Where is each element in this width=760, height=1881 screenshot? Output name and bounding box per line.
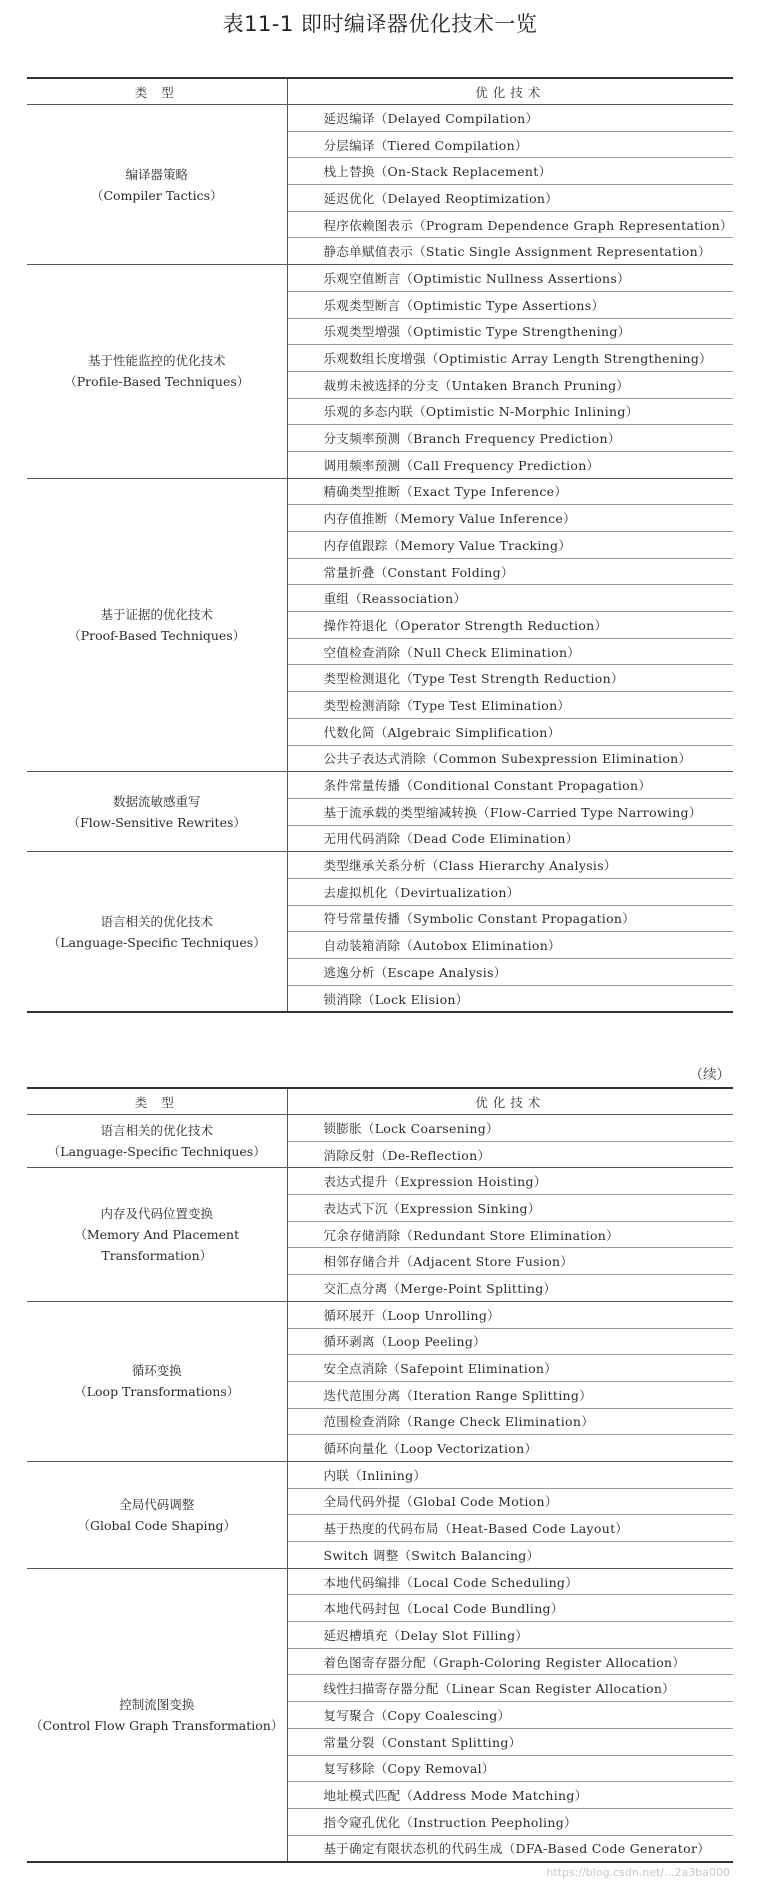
category-name-en: （Memory And Placement Transformation） [74, 1227, 240, 1264]
category-name-en: （Loop Transformations） [74, 1384, 240, 1400]
technique-cell: 乐观空值断言（Optimistic Nullness Assertions） [287, 265, 733, 292]
table-row [27, 1461, 733, 1488]
category-name-cn: 循环变换 [131, 1363, 182, 1379]
technique-cell: Switch 调整（Switch Balancing） [287, 1542, 733, 1569]
category-name-en: （Control Flow Graph Transformation） [30, 1717, 284, 1733]
technique-cell: 乐观类型增强（Optimistic Type Strengthening） [287, 318, 733, 345]
technique-cell: 着色图寄存器分配（Graph-Coloring Register Allocation） [287, 1648, 733, 1675]
category-name-cn: 基于证据的优化技术 [100, 606, 213, 622]
technique-cell: 静态单赋值表示（Static Single Assignment Representation） [287, 238, 733, 265]
technique-cell: 代数化简（Algebraic Simplification） [287, 718, 733, 745]
technique-cell: 空值检查消除（Null Check Elimination） [287, 638, 733, 665]
table-row [27, 772, 733, 799]
technique-cell: 范围检查消除（Range Check Elimination） [287, 1408, 733, 1435]
table-title: 表11-1 即时编译器优化技术一览 [222, 12, 538, 36]
technique-cell: 消除反射（De-Reflection） [287, 1141, 733, 1168]
technique-cell: 锁消除（Lock Elision） [323, 991, 469, 1007]
category-name-en: （Flow-Sensitive Rewrites） [67, 814, 246, 830]
technique-cell: 指令窥孔优化（Instruction Peepholing） [287, 1808, 733, 1835]
technique-cell: 条件常量传播（Conditional Constant Propagation） [287, 772, 733, 799]
table-row [27, 105, 733, 132]
technique-cell: 基于流承载的类型缩减转换（Flow-Carried Type Narrowing） [287, 798, 733, 825]
technique-cell: 本地代码编排（Local Code Scheduling） [287, 1568, 733, 1595]
category-cell [27, 1168, 287, 1301]
category-name-en: （Global Code Shaping） [77, 1517, 236, 1533]
category-name-cn: 数据流敏感重写 [112, 793, 201, 809]
category-name-en: （Profile-Based Techniques） [64, 374, 250, 390]
technique-cell: 逃逸分析（Escape Analysis） [287, 959, 733, 986]
category-name-cn: 控制流图变换 [119, 1696, 195, 1712]
technique-cell: 内存值推断（Memory Value Inference） [287, 505, 733, 532]
technique-cell: 操作符退化（Operator Strength Reduction） [287, 612, 733, 639]
technique-cell: 交汇点分离（Merge-Point Splitting） [287, 1275, 733, 1302]
technique-cell: 裁剪未被选择的分支（Untaken Branch Pruning） [287, 371, 733, 398]
technique-cell: 常量折叠（Constant Folding） [287, 558, 733, 585]
technique-cell: 基于确定有限状态机的代码生成（DFA-Based Code Generator） [323, 1841, 711, 1857]
technique-cell: 线性扫描寄存器分配（Linear Scan Register Allocation） [287, 1675, 733, 1702]
optimization-table-continued [27, 1087, 733, 1863]
category-cell [27, 478, 287, 772]
technique-cell: 复写聚合（Copy Coalescing） [287, 1702, 733, 1729]
optimization-table [27, 77, 733, 1013]
technique-cell: 类型检测消除（Type Test Elimination） [287, 692, 733, 719]
table-row [27, 1115, 733, 1142]
header-technique: 优化技术 [287, 1088, 733, 1115]
technique-cell: 循环展开（Loop Unrolling） [287, 1301, 733, 1328]
header-technique: 优化技术 [287, 78, 733, 105]
technique-cell: 全局代码外提（Global Code Motion） [287, 1488, 733, 1515]
technique-cell: 类型继承关系分析（Class Hierarchy Analysis） [287, 852, 733, 879]
technique-cell: 无用代码消除（Dead Code Elimination） [287, 825, 733, 852]
table-header-row [27, 78, 733, 105]
category-cell [27, 1568, 287, 1862]
table-row [27, 265, 733, 292]
table-row [27, 1168, 733, 1195]
technique-cell: 类型检测退化（Type Test Strength Reduction） [287, 665, 733, 692]
technique-cell: 内联（Inlining） [287, 1461, 733, 1488]
category-name-cn: 基于性能监控的优化技术 [87, 353, 226, 369]
table-header-row [27, 1088, 733, 1115]
technique-cell: 相邻存储合并（Adjacent Store Fusion） [287, 1248, 733, 1275]
table-row [27, 478, 733, 505]
category-name-cn: 语言相关的优化技术 [100, 913, 213, 929]
category-name-en: （Compiler Tactics） [90, 187, 223, 203]
technique-cell: 延迟优化（Delayed Reoptimization） [287, 185, 733, 212]
technique-cell: 乐观的多态内联（Optimistic N-Morphic Inlining） [287, 398, 733, 425]
technique-cell: 公共子表达式消除（Common Subexpression Elimination） [287, 745, 733, 772]
technique-cell: 分支频率预测（Branch Frequency Prediction） [287, 425, 733, 452]
category-name-en: （Language-Specific Techniques） [47, 934, 266, 950]
category-cell [27, 1461, 287, 1568]
continued-label: （续） [689, 1067, 730, 1083]
technique-cell: 常量分裂（Constant Splitting） [287, 1728, 733, 1755]
table-row [27, 1301, 733, 1328]
table-row [27, 852, 733, 879]
category-name-cn: 内存及代码位置变换 [100, 1206, 213, 1222]
technique-cell: 本地代码封包（Local Code Bundling） [287, 1595, 733, 1622]
technique-cell: 延迟槽填充（Delay Slot Filling） [287, 1622, 733, 1649]
category-cell [27, 265, 287, 479]
technique-cell: 表达式下沉（Expression Sinking） [287, 1195, 733, 1222]
category-cell [27, 105, 287, 265]
category-cell [27, 1115, 287, 1168]
category-name-en: （Proof-Based Techniques） [68, 627, 246, 643]
technique-cell: 锁膨胀（Lock Coarsening） [287, 1115, 733, 1142]
category-name-cn: 语言相关的优化技术 [100, 1123, 213, 1139]
category-name-cn: 编译器策略 [125, 166, 188, 182]
technique-cell: 程序依赖图表示（Program Dependence Graph Representation） [287, 211, 733, 238]
technique-cell: 精确类型推断（Exact Type Inference） [287, 478, 733, 505]
technique-cell: 迭代范围分离（Iteration Range Splitting） [287, 1381, 733, 1408]
category-cell [27, 852, 287, 1013]
technique-cell: 复写移除（Copy Removal） [287, 1755, 733, 1782]
technique-cell: 冗余存储消除（Redundant Store Elimination） [287, 1221, 733, 1248]
technique-cell: 符号常量传播（Symbolic Constant Propagation） [287, 905, 733, 932]
header-type: 类 型 [27, 78, 287, 105]
technique-cell: 内存值跟踪（Memory Value Tracking） [287, 532, 733, 559]
technique-cell: 循环向量化（Loop Vectorization） [287, 1435, 733, 1462]
category-name-cn: 全局代码调整 [119, 1496, 195, 1512]
technique-cell: 分层编译（Tiered Compilation） [287, 131, 733, 158]
technique-cell: 安全点消除（Safepoint Elimination） [287, 1355, 733, 1382]
watermark: https://blog.csdn.net/...2a3ba000 [546, 1866, 730, 1879]
technique-cell: 乐观数组长度增强（Optimistic Array Length Strengthening） [287, 345, 733, 372]
technique-cell: 自动装箱消除（Autobox Elimination） [287, 932, 733, 959]
category-cell [27, 1301, 287, 1461]
category-name-en: （Language-Specific Techniques） [47, 1144, 266, 1160]
technique-cell: 栈上替换（On-Stack Replacement） [287, 158, 733, 185]
technique-cell: 循环剥离（Loop Peeling） [287, 1328, 733, 1355]
technique-cell: 基于热度的代码布局（Heat-Based Code Layout） [287, 1515, 733, 1542]
technique-cell: 表达式提升（Expression Hoisting） [287, 1168, 733, 1195]
technique-cell: 重组（Reassociation） [287, 585, 733, 612]
technique-cell: 去虚拟机化（Devirtualization） [287, 878, 733, 905]
header-type: 类 型 [27, 1088, 287, 1115]
technique-cell: 调用频率预测（Call Frequency Prediction） [287, 451, 733, 478]
technique-cell: 地址模式匹配（Address Mode Matching） [287, 1782, 733, 1809]
table-row [27, 1568, 733, 1595]
category-cell [27, 772, 287, 852]
technique-cell: 乐观类型断言（Optimistic Type Assertions） [287, 291, 733, 318]
technique-cell: 延迟编译（Delayed Compilation） [287, 105, 733, 132]
